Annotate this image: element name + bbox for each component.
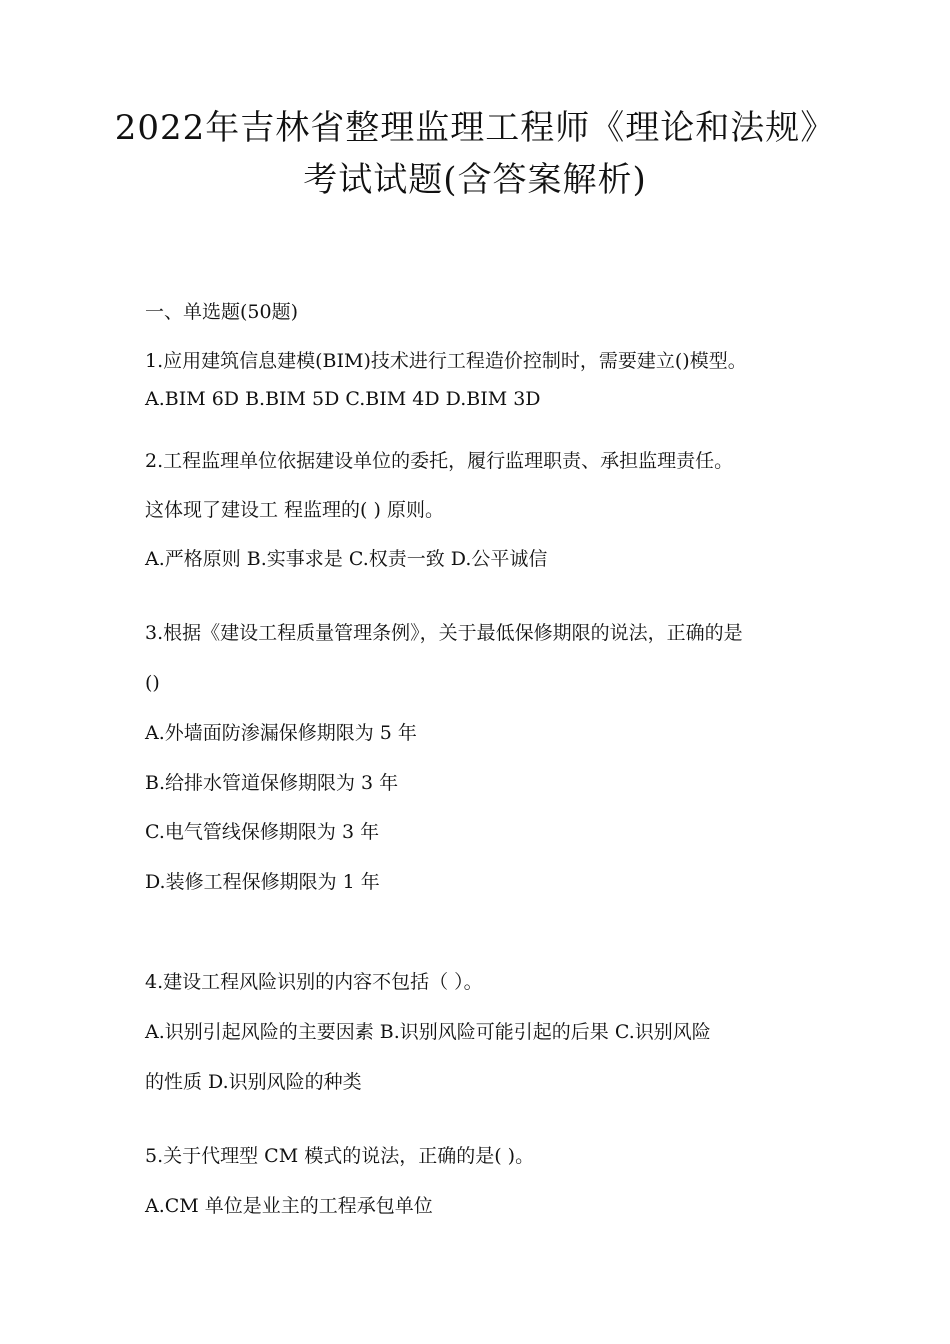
question-4-options-line2: 的性质 D.识别风险的种类 xyxy=(145,1071,362,1093)
section-heading: 一、单选题(50题) xyxy=(145,301,299,323)
document-title-line1: 2022年吉林省整理监理工程师《理论和法规》 xyxy=(114,108,836,148)
question-2-stem-line1: 2.工程监理单位依据建设单位的委托，履行监理职责、承担监理责任。 xyxy=(145,450,734,472)
question-2-options: A.严格原则 B.实事求是 C.权责一致 D.公平诚信 xyxy=(145,548,548,570)
question-3-option-a: A.外墙面防渗漏保修期限为 5 年 xyxy=(145,722,417,744)
question-4-stem: 4.建设工程风险识别的内容不包括（ ）。 xyxy=(145,971,483,993)
question-5-stem: 5.关于代理型 CM 模式的说法，正确的是( )。 xyxy=(145,1145,535,1167)
question-3-stem-line1: 3.根据《建设工程质量管理条例》，关于最低保修期限的说法，正确的是 xyxy=(145,622,743,644)
question-3-option-b: B.给排水管道保修期限为 3 年 xyxy=(145,772,399,794)
document-title-line2: 考试试题(含答案解析) xyxy=(303,160,647,200)
question-4-options-line1: A.识别引起风险的主要因素 B.识别风险可能引起的后果 C.识别风险 xyxy=(145,1021,711,1043)
question-3-option-d: D.装修工程保修期限为 1 年 xyxy=(145,871,380,893)
question-1-stem: 1.应用建筑信息建模(BIM)技术进行工程造价控制时，需要建立()模型。 xyxy=(145,350,747,372)
question-3-option-c: C.电气管线保修期限为 3 年 xyxy=(145,821,380,843)
question-2-stem-line2: 这体现了建设工 程监理的( ) 原则。 xyxy=(145,499,444,521)
question-3-stem-line2: () xyxy=(145,672,160,694)
question-5-option-a: A.CM 单位是业主的工程承包单位 xyxy=(145,1195,433,1217)
question-1-options: A.BIM 6D B.BIM 5D C.BIM 4D D.BIM 3D xyxy=(145,388,541,410)
